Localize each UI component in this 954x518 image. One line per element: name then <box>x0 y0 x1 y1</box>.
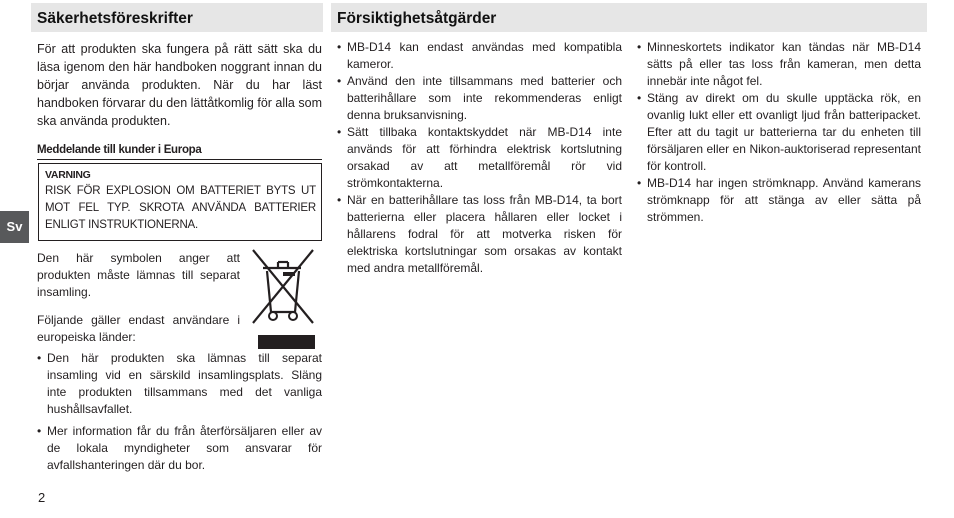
language-tab: Sv <box>0 211 29 243</box>
list-item: • Använd den inte tillsammans med batterier och batterihållare som inte rekommenderas enligt denna bruksanvisning. <box>337 73 622 124</box>
warning-box <box>38 163 322 241</box>
eu-notice-subheading: Meddelande till kunder i Europa <box>37 143 322 160</box>
safety-heading: Säkerhetsföreskrifter <box>31 3 323 32</box>
crossed-out-wheelie-bin-icon <box>250 247 316 351</box>
eu-bullet-list <box>37 350 322 479</box>
warning-text: RISK FÖR EXPLOSION OM BATTERIET BYTS UT MOT FEL TYP. SKROTA ANVÄNDA BATTERIER ENLIGT INSTRUKTIONERNA. <box>45 185 316 231</box>
list-item: • Sätt tillbaka kontaktskyddet när MB-D14 inte används för att förhindra elektrisk kortslutning orsakad av att metallföremål rör vid strömkontakterna. <box>337 124 622 192</box>
list-item: • När en batterihållare tas loss från MB-D14, ta bort batterierna eller placera hållaren eller locket i hållarens fodral för att motverka risken för elektriska kortslutningar som orsakas av kontakt med andra metallföremål. <box>337 192 622 277</box>
list-item: • Stäng av direkt om du skulle upptäcka rök, en ovanlig lukt eller ett ovanligt ljud från batteripacket. Efter att du tagit ur batterierna tar du enheten till försäljaren eller en Nikon-auktoriserad representant för kontroll. <box>637 90 921 175</box>
list-item: • Mer information får du från återförsäljaren eller av de lokala myndigheter som ansvarar för avfallshanteringen där du bor. <box>37 423 322 474</box>
symbol-explanation: Den här symbolen anger att produkten måste lämnas till separat insamling. <box>37 251 240 299</box>
list-item: • Minneskortets indikator kan tändas när MB-D14 sätts på eller tas loss från kameran, men detta innebär inte något fel. <box>637 39 921 90</box>
list-item: • MB-D14 kan endast användas med kompatibla kameror. <box>337 39 622 73</box>
intro-paragraph: För att produkten ska fungera på rätt sätt ska du läsa igenom den här handboken noggrant innan du börjar använda produkten. När du har läst handboken förvarar du den lättåtkomlig för alla som ska använda produkten. <box>37 42 322 128</box>
list-item: • MB-D14 har ingen strömknapp. Använd kamerans strömknapp för att stänga av eller sätta på strömmen. <box>637 175 921 226</box>
precautions-heading: Försiktighetsåtgärder <box>331 3 927 32</box>
precautions-list-column-2 <box>637 39 921 226</box>
warning-title: VARNING <box>45 169 91 181</box>
list-item: • Den här produkten ska lämnas till separat insamling vid en särskild insamlingsplats. Släng inte produkten tillsammans med det vanliga hushållsavfallet. <box>37 350 322 418</box>
precautions-list-column-1 <box>337 39 622 277</box>
eu-applies-text: Följande gäller endast användare i europeiska länder: <box>37 313 240 344</box>
page-number: 2 <box>38 490 46 505</box>
